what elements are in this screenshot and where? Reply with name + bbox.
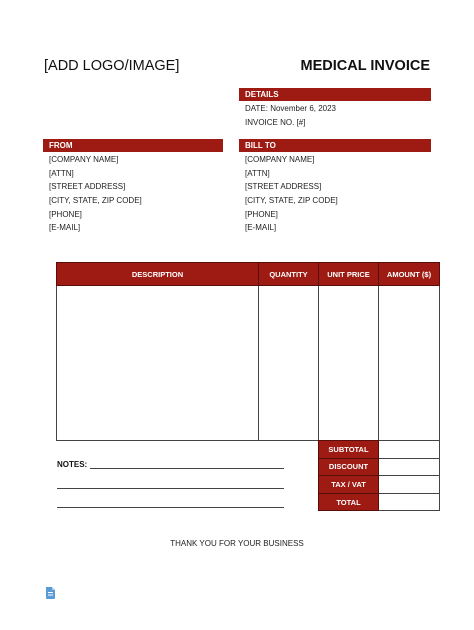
notes-label: NOTES: — [57, 460, 88, 469]
subtotal-row — [319, 441, 440, 459]
subtotal-label: SUBTOTAL — [319, 441, 379, 459]
amount-cell[interactable] — [379, 286, 440, 441]
document-icon[interactable] — [44, 586, 57, 600]
details-block — [245, 102, 336, 129]
discount-row — [319, 458, 440, 476]
invoice-date: DATE: November 6, 2023 — [245, 104, 337, 113]
table-header-row — [57, 263, 440, 286]
bill-to-heading: BILL TO — [239, 139, 431, 152]
table-row — [57, 286, 440, 441]
logo-placeholder: [ADD LOGO/IMAGE] — [44, 58, 180, 74]
bill-to-city-state-zip: [CITY, STATE, ZIP CODE] — [245, 196, 338, 206]
thank-you-message: THANK YOU FOR YOUR BUSINESS — [170, 539, 304, 548]
bill-to-block — [245, 153, 338, 235]
from-attn: [ATTN] — [49, 168, 74, 178]
details-heading: DETAILS — [239, 88, 431, 101]
notes-line-1[interactable] — [90, 468, 284, 469]
total-row — [319, 493, 440, 511]
from-company-name: [COMPANY NAME] — [49, 155, 119, 164]
column-quantity: QUANTITY — [259, 263, 319, 286]
totals-table — [318, 440, 440, 511]
column-description: DESCRIPTION — [57, 263, 259, 286]
notes-line-2[interactable] — [57, 488, 284, 489]
bill-to-street-address: [STREET ADDRESS] — [245, 182, 322, 192]
description-cell[interactable] — [57, 286, 259, 441]
from-street-address: [STREET ADDRESS] — [49, 182, 126, 192]
from-phone: [PHONE] — [49, 209, 82, 219]
bill-to-company-name: [COMPANY NAME] — [245, 155, 315, 164]
total-label: TOTAL — [319, 493, 379, 511]
bill-to-email: [E-MAIL] — [245, 223, 277, 233]
tax-row — [319, 476, 440, 494]
bill-to-attn: [ATTN] — [245, 168, 270, 178]
line-items-table — [56, 262, 440, 441]
bill-to-phone: [PHONE] — [245, 209, 278, 219]
tax-label: TAX / VAT — [319, 476, 379, 494]
quantity-cell[interactable] — [259, 286, 319, 441]
total-value[interactable] — [379, 493, 440, 511]
discount-label: DISCOUNT — [319, 458, 379, 476]
from-heading: FROM — [43, 139, 223, 152]
subtotal-value[interactable] — [379, 441, 440, 459]
invoice-title: MEDICAL INVOICE — [300, 58, 430, 74]
discount-value[interactable] — [379, 458, 440, 476]
tax-value[interactable] — [379, 476, 440, 494]
unit-price-cell[interactable] — [319, 286, 379, 441]
invoice-number: INVOICE NO. [#] — [245, 117, 306, 127]
column-unit-price: UNIT PRICE — [319, 263, 379, 286]
from-block — [49, 153, 142, 235]
notes-line-3[interactable] — [57, 507, 284, 508]
column-amount: AMOUNT ($) — [379, 263, 440, 286]
from-city-state-zip: [CITY, STATE, ZIP CODE] — [49, 196, 142, 206]
from-email: [E-MAIL] — [49, 223, 81, 233]
